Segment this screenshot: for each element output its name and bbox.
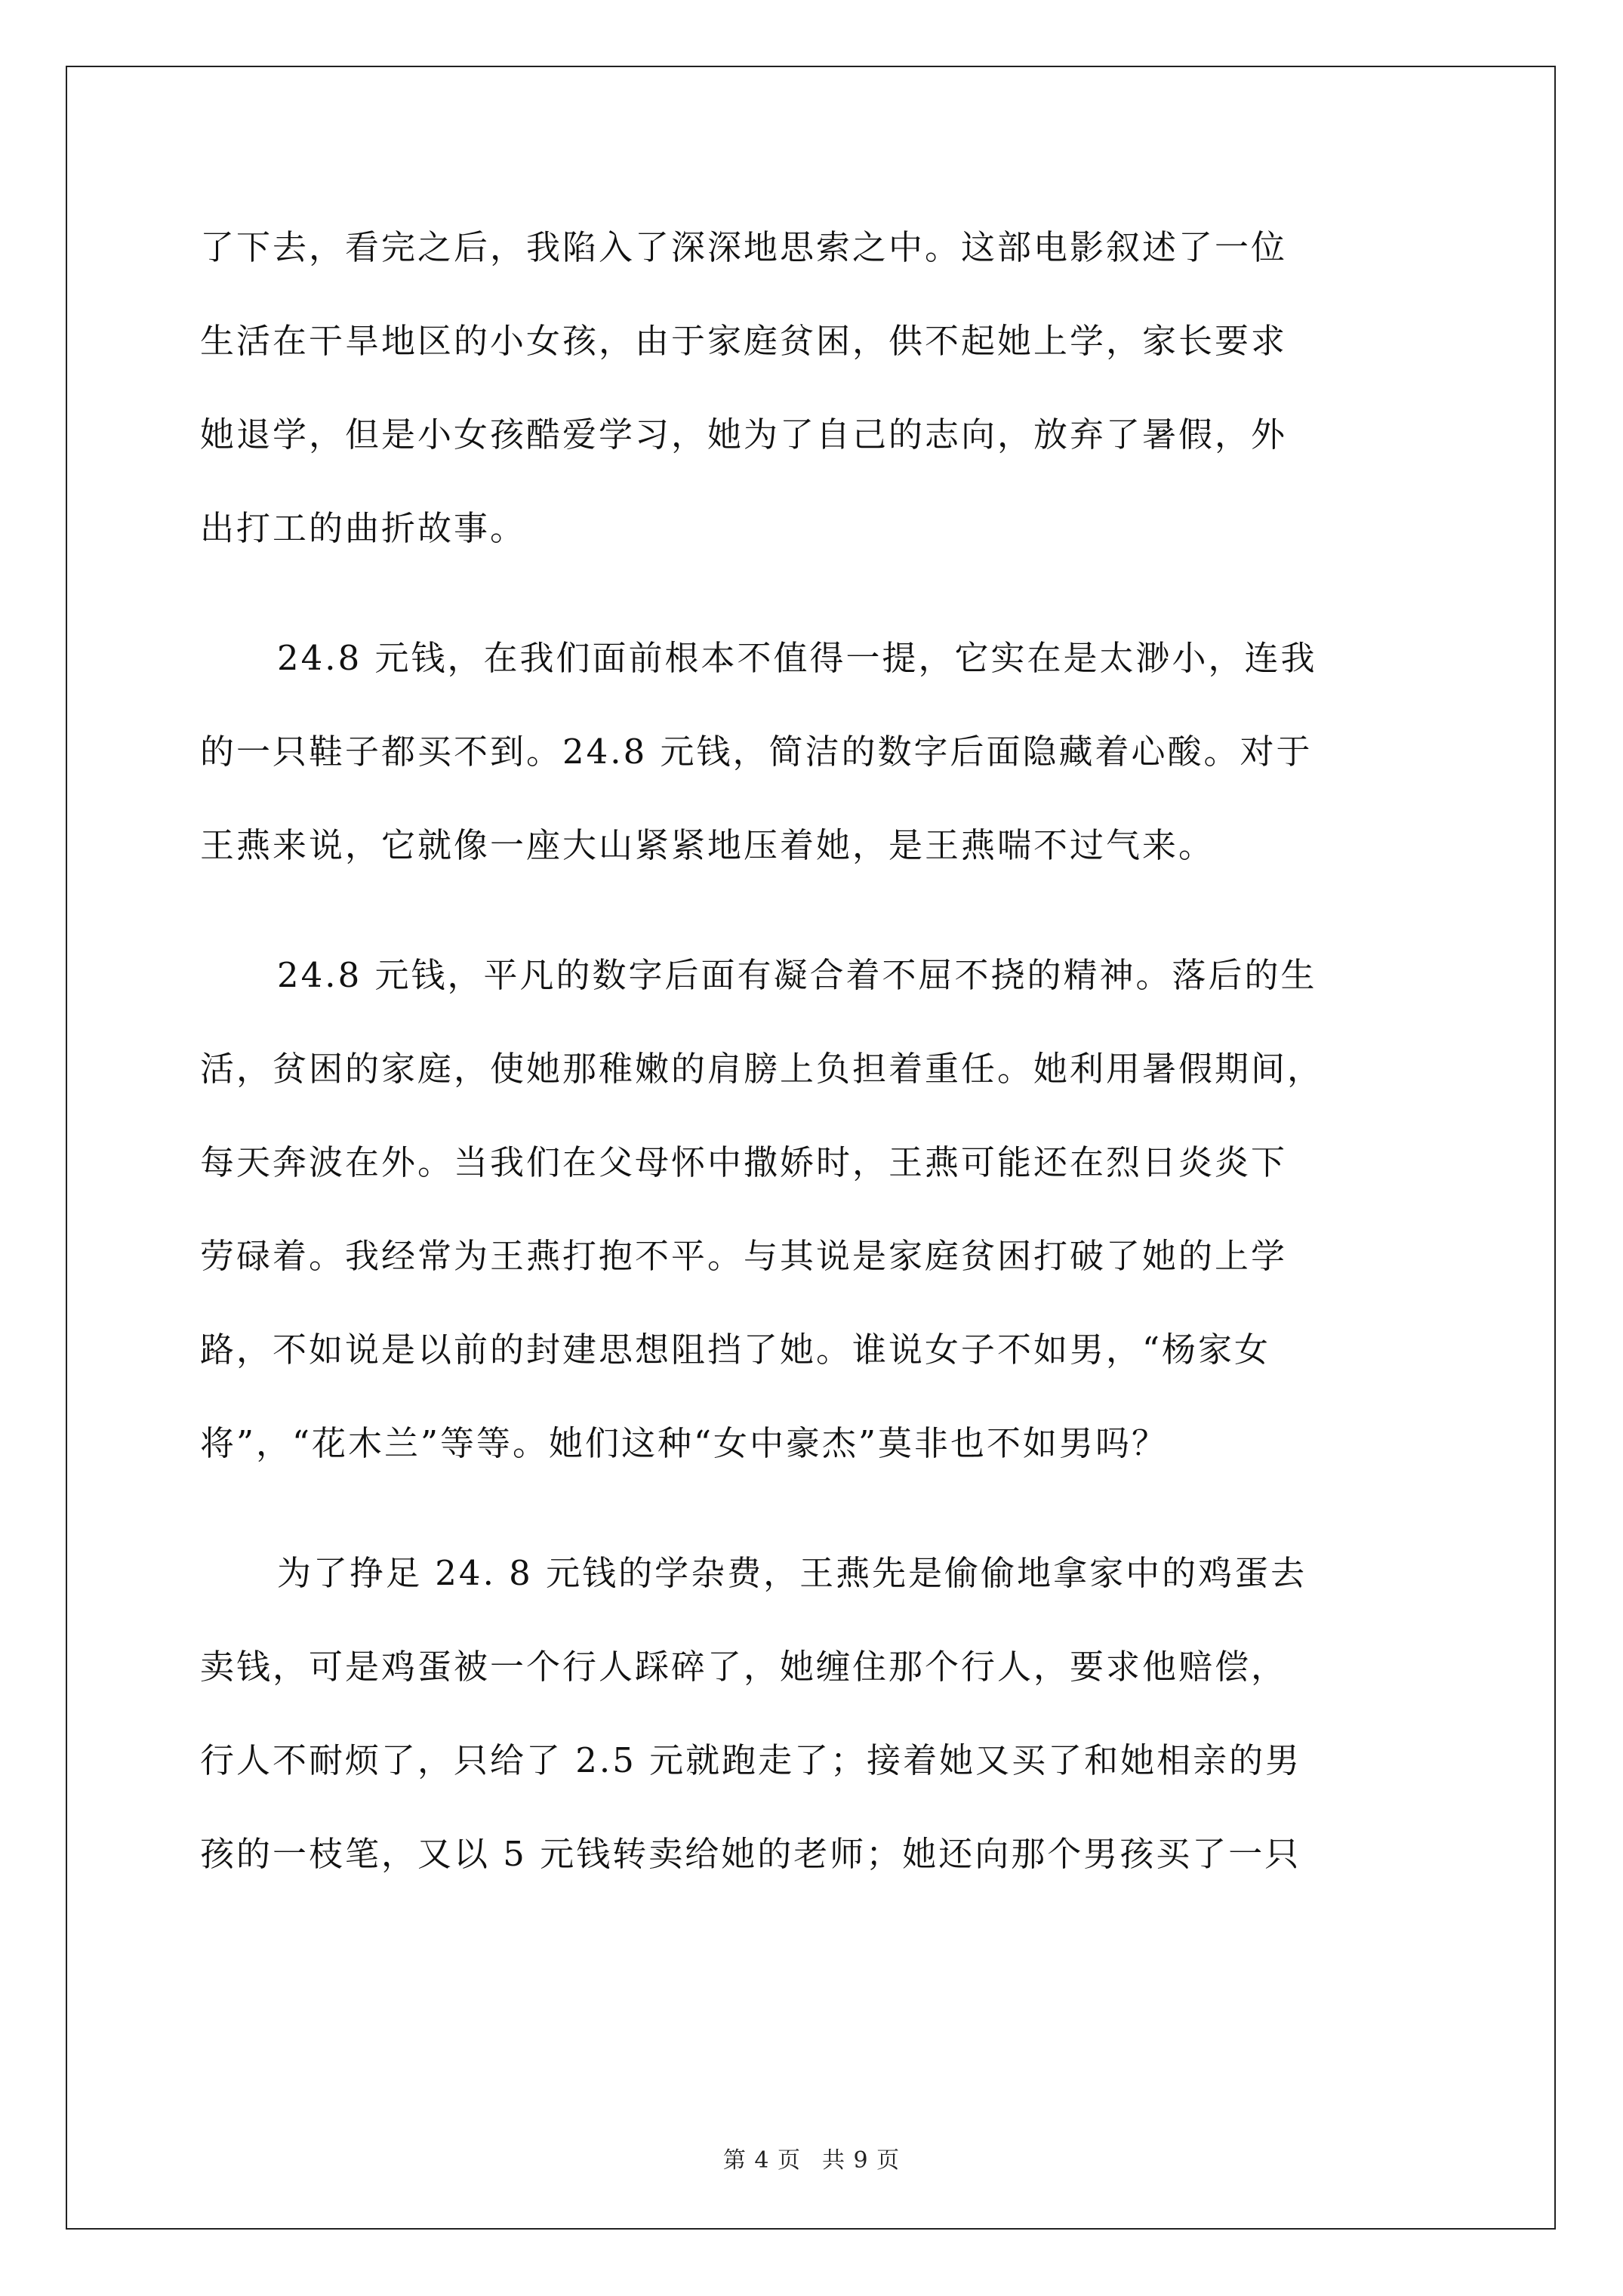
text-line: 卖钱，可是鸡蛋被一个行人踩碎了，她缠住那个行人，要求他赔偿， (200, 1647, 1288, 1687)
text-line: 她退学，但是小女孩酷爱学习，她为了自己的志向，放弃了暑假，外 (200, 415, 1288, 455)
paragraph (200, 1543, 1438, 1918)
text-line: 24.8 元钱，平凡的数字后面有凝合着不屈不挠的精神。落后的生 (277, 955, 1317, 995)
paragraph (200, 945, 1438, 1507)
text-line: 24.8 元钱，在我们面前根本不值得一提，它实在是太渺小，连我 (277, 638, 1317, 678)
text-line: 每天奔波在外。当我们在父母怀中撒娇时，王燕可能还在烈日炎炎下 (200, 1142, 1288, 1182)
paragraph (200, 217, 1438, 592)
document-body (200, 217, 1438, 1918)
page-footer (0, 2141, 1623, 2174)
text-line: 为了挣足 24. 8 元钱的学杂费，王燕先是偷偷地拿家中的鸡蛋去 (277, 1553, 1307, 1593)
page-number: 第 4 页 (722, 2147, 801, 2174)
text-line: 生活在干旱地区的小女孩，由于家庭贫困，供不起她上学，家长要求 (200, 321, 1288, 361)
text-line: 了下去，看完之后，我陷入了深深地思索之中。这部电影叙述了一位 (200, 227, 1288, 267)
text-line: 行人不耐烦了，只给了 2.5 元就跑走了；接着她又买了和她相亲的男 (200, 1740, 1302, 1780)
paragraph (200, 628, 1438, 909)
text-line: 劳碌着。我经常为王燕打抱不平。与其说是家庭贫困打破了她的上学 (200, 1236, 1288, 1276)
text-line: 的一只鞋子都买不到。24.8 元钱，简洁的数字后面隐藏着心酸。对于 (200, 732, 1313, 772)
text-line: 王燕来说，它就像一座大山紧紧地压着她，是王燕喘不过气来。 (200, 825, 1215, 865)
text-line: 活，贫困的家庭，使她那稚嫩的肩膀上负担着重任。她利用暑假期间， (200, 1049, 1324, 1089)
text-line: 将”，“花木兰”等等。她们这种“女中豪杰”莫非也不如男吗？ (200, 1423, 1169, 1463)
text-line: 出打工的曲折故事。 (200, 508, 527, 548)
page-total: 共 9 页 (822, 2147, 901, 2174)
text-line: 路，不如说是以前的封建思想阻挡了她。谁说女子不如男，“杨家女 (200, 1330, 1271, 1370)
text-line: 孩的一枝笔，又以 5 元钱转卖给她的老师；她还向那个男孩买了一只 (200, 1834, 1301, 1874)
